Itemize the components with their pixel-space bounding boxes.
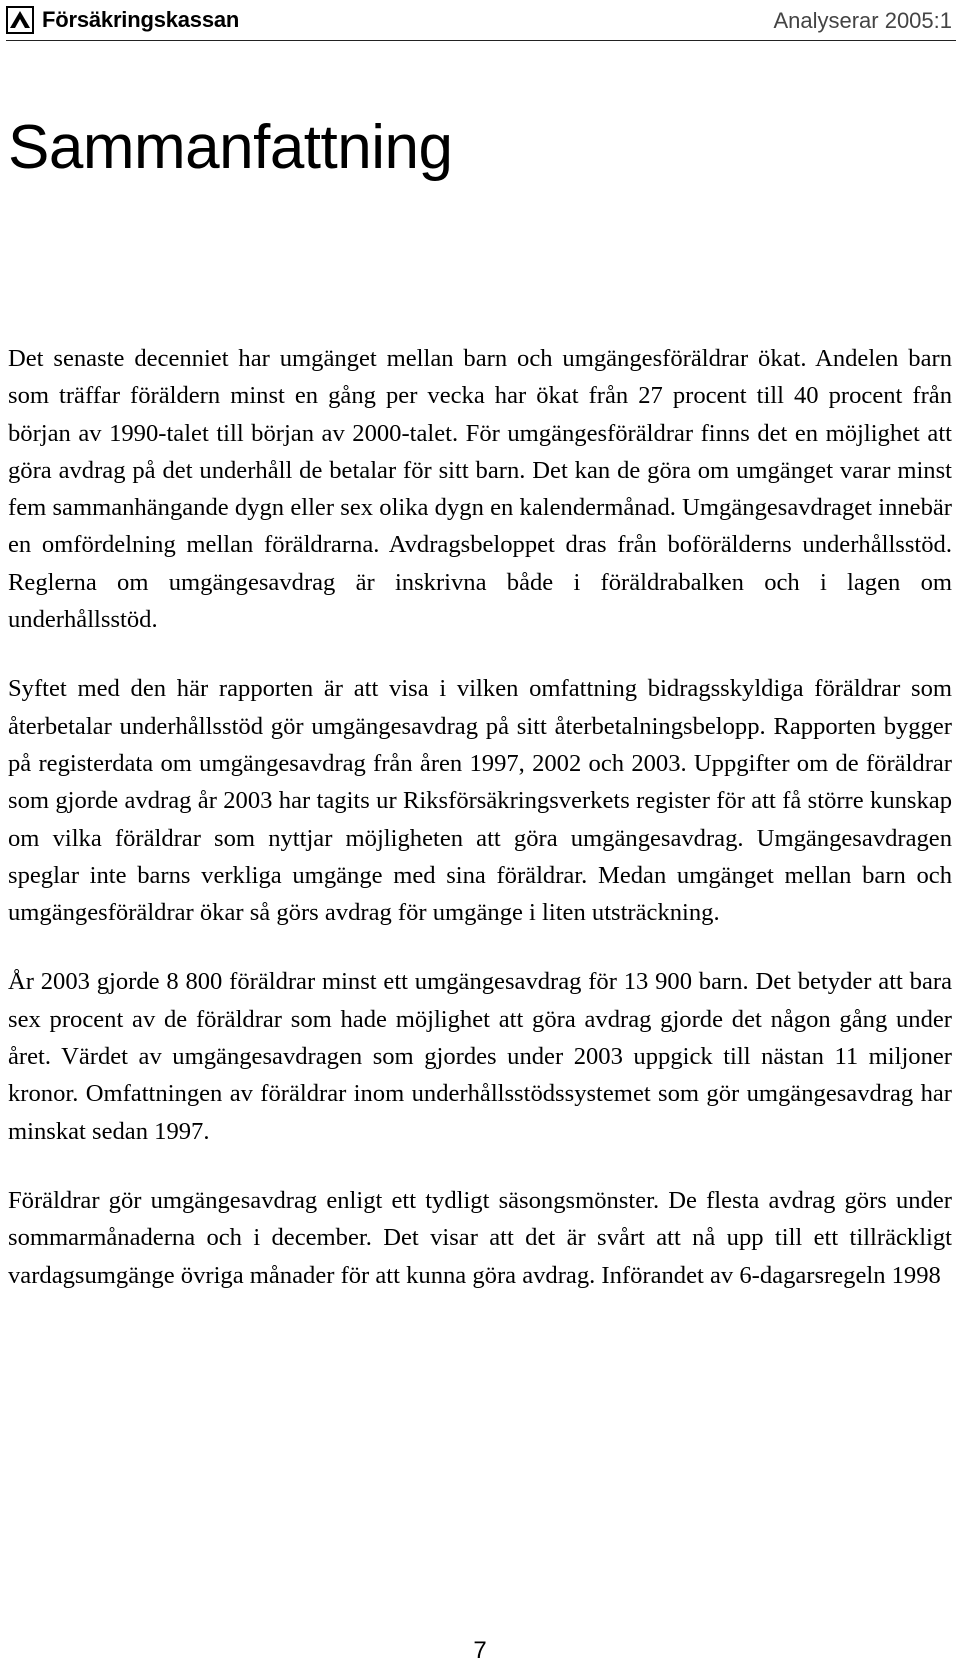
paragraph-4: Föräldrar gör umgängesavdrag enligt ett tydligt säsongsmönster. De flesta avdrag görs under sommarmånaderna och i december. Det visar att det är svårt att nå upp till ett tillräckligt vardagsumgänge övriga månader för att kunna göra avdrag. Införandet av 6-dagarsregeln 1998 (8, 1186, 952, 1289)
logo (6, 6, 239, 34)
page-title: Sammanfattning (8, 113, 453, 182)
paragraph-1: Det senaste decenniet har umgänget mellan barn och umgängesföräldrar ökat. Andelen barn som träffar föräldern minst en gång per vecka har ökat från 27 procent till 40 procent från början av 1990-talet till början av 2000-talet. För umgängesföräldrar finns det en möjlighet att göra avdrag på det underhåll de betalar för sitt barn. Det kan de göra om umgänget varar minst fem sammanhängande dygn eller sex olika dygn en kalendermånad. Umgängesavdraget innebär en omfördelning mellan föräldrarna. Avdragsbeloppet dras från boförälderns underhållsstöd. Reglerna om umgängesavdrag är inskrivna både i föräldrabalken och i lagen om underhållsstöd. (8, 345, 952, 634)
logo-text: Försäkringskassan (42, 7, 240, 32)
header-divider (6, 40, 956, 41)
paragraph-3: År 2003 gjorde 8 800 föräldrar minst ett umgängesavdrag för 13 900 barn. Det betyder att bara sex procent av de föräldrar som hade möjlighet att göra avdrag gjorde det någon gång under året. Värdet av umgängesavdragen som gjordes under 2003 uppgick till nästan 11 miljoner kronor. Omfattningen av föräldrar inom underhållsstödssystemet som gör umgängesavdrag har minskat sedan 1997. (8, 968, 952, 1145)
body-text (8, 340, 952, 1326)
paragraph-2: Syftet med den här rapporten är att visa i vilken omfattning bidragsskyldiga föräldrar som återbetalar underhållsstöd gör umgängesavdrag på sitt återbetalningsbelopp. Rapporten bygger på registerdata om umgängesavdrag från åren 1997, 2002 och 2003. Uppgifter om de föräldrar som gjorde avdrag år 2003 har tagits ur Riksförsäkringsverkets register för att få större kunskap om vilka föräldrar som nyttjar möjligheten att göra umgängesavdrag. Umgängesavdragen speglar inte barns verkliga umgänge med sina föräldrar. Medan umgänget mellan barn och umgängesföräldrar ökar så görs avdrag för umgänge i liten utsträckning. (8, 675, 952, 927)
report-series: Analyserar 2005:1 (773, 8, 952, 33)
page-number: 7 (473, 1637, 487, 1664)
page-header (0, 0, 960, 44)
logo-mark-icon (6, 6, 34, 34)
